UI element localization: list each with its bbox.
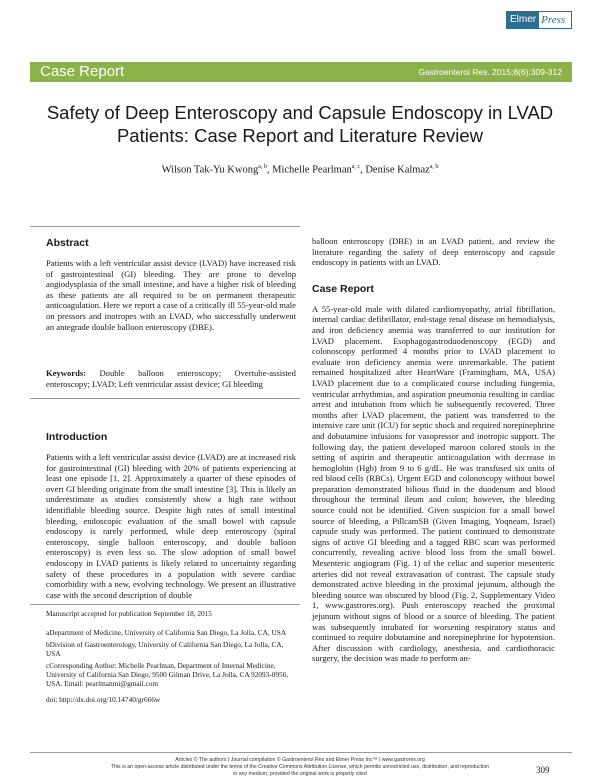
header-band (30, 62, 572, 82)
doi: doi: http://dx.doi.org/10.14740/gr666w (46, 695, 161, 704)
author-2-affil: a, c (351, 164, 361, 170)
introduction-heading: Introduction (46, 431, 108, 443)
footer-line-3: in any medium, provided the original work is properly cited (233, 771, 367, 776)
journal-citation: Gastroenterol Res. 2015;8(6):309-312 (418, 67, 562, 77)
case-report-text: A 55-year-old male with dilated cardiomyopathy, atrial fibrillation, internal cardiac defibrillator, end-stage renal disease on hemodialysis, and iron deficiency anemia was transferred to our institution for LVAD placement. Esophagogastroduodenoscopy (EGD) and colonoscopy performed 4 months prior to LVAD placement to evaluate iron deficiency anemia were unremarkable. The patient remained hospitalized after HeartWare (Framingham, MA, USA) LVAD placement due to a complicated course including fungemia, ventricular arrhythmias, and aspiration pneumonia resulting in cardiac arrest and intubation from which he subsequently recovered. Three months after LVAD placement, the patient was transferred to the intensive care unit (ICU) for septic shock and required norepinephrine and dobutamine infusions for vasopressor and inotropic support. The following day, the patient developed maroon colored stools in the setting of aspirin and therapeutic anticoagulation with decrease in hemoglobin (Hgb) from 9 to 6 g/dL. He was transfused six units of red blood cells (RBCs). Urgent EGD and colonoscopy without bowel preparation demonstrated bilious fluid in the duodenum and blood throughout the terminal ileum and colon; however, the bleeding source could not be identified. Given suspicion for a small bowel source of bleeding, a PillcamSB (Given Imaging, Yoqneam, Israel) capsule study was performed. The patient continued to demonstrate signs of active GI bleeding and a tagged RBC scan was performed concurrently, revealing active blood loss from the small bowel. Mesenteric angiogram (Fig. 1) of the celiac and superior mesenteric arteries did not reveal extravasation of contrast. The capsule study demonstrated active bleeding in the proximal jejunum, although the bleeding source was obscured by blood (Fig. 2, Supplementary Video 1, www.gastrores.org). Push enteroscopy reached the proximal jejunum without signs of blood or a source of bleeding. The patient was subsequently intubated for worsening respiratory status and continued to require dobutamine and norepinephrine for hypotension. After discussion with cardiology, anesthesia, and cardiothoracic surgery, the decision was made to perform an- (312, 303, 555, 664)
accepted-note: Manuscript accepted for publication September 18, 2015 (46, 609, 212, 618)
logo-part-2: Press (541, 14, 566, 26)
abstract-heading: Abstract (46, 237, 89, 249)
case-report-heading: Case Report (312, 282, 374, 295)
notes-rule (30, 604, 300, 605)
author-3-affil: a, b (429, 164, 439, 170)
author-1: Wilson Tak-Yu Kwong (161, 164, 259, 176)
corresponding-author: cCorresponding Author: Michelle Pearlman, Department of Internal Medicine, University of California San Diego, 9500 Gilman Drive, La Jolla, CA 92093-0956, USA. Email: pearlmanmi@gmail.com (46, 661, 289, 688)
introduction-text: Patients with a left ventricular assist device (LVAD) are at increased risk for gastrointestinal (GI) bleeding with 20% of patients experiencing at least one episode [1, 2]. Approximately a quarter of these episodes of overt GI bleeding originate from the small intestine [3]. This is likely an underestimate as studies consistently show a high rate without identifiable bleeding source. Despite high rates of small intestinal bleeding, endoscopic evaluation of the small bowel with capsule endoscopy is rarely performed, while deep enteroscopy (spiral enteroscopy, single balloon enteroscopy, and double balloon enteroscopy) is even less so. The slow adoption of small bowel endoscopy in LVAD patients is likely related to uncertainty regarding safety of these procedures in a population with severe cardiac comorbidity with a new, evolving technology. We present an illustrative case with the second description of double (46, 452, 296, 600)
intro-continued-text: balloon enteroscopy (DBE) in an LVAD patient, and review the literature regarding the safety of deep enteroscopy and capsule endoscopy in patients with an LVAD. (312, 236, 555, 268)
right-column (312, 236, 555, 670)
page-number: 309 (536, 765, 550, 775)
keywords (46, 368, 296, 389)
abstract-section (46, 236, 296, 338)
introduction-section (46, 430, 296, 606)
logo-part-1: Elmer (507, 12, 539, 28)
footer-line-2: This is an open-access article distributed under the terms of the Creative Commons Attribution License, which permits unrestricted use, distribution, and reproduction (110, 764, 490, 770)
author-3: Denise Kalmaz (365, 164, 430, 176)
keywords-label: Keywords: (46, 368, 87, 378)
keywords-text: Double balloon enteroscopy; Overtube-assisted enteroscopy; LVAD; Left ventricular assist device; GI bleeding (46, 368, 296, 389)
footer-line-1: Articles © The authors | Journal compilation © Gastroenterol Res and Elmer Press Inc™ | www.gastrores.org (175, 757, 425, 763)
author-list: Wilson Tak-Yu Kwong$^{a, b}$, Michelle Pearlman$^{a, c}$, Denise Kalmaz$^{a, b}$ (161, 164, 439, 176)
article-notes (46, 609, 296, 710)
affiliation-b: bDivision of Gastroenterology, University of California San Diego, La Jolla, CA, USA (46, 640, 284, 658)
author-2: Michelle Pearlman (272, 164, 352, 176)
publisher-logo (506, 11, 572, 29)
page-footer (60, 757, 540, 776)
footer-rule (30, 752, 572, 753)
affiliation-a: aDepartment of Medicine, University of California San Diego, La Jolla, CA, USA (46, 628, 287, 637)
abstract-text: Patients with a left ventricular assist device (LVAD) have increased risk of gastrointestinal (GI) bleeding. They are prone to develop angiodysplasia of the small intestine, and have a higher risk of bleeding as these patients are all required to be on permanent therapeutic anticoagulation. Here we report a case of a critically ill 55-year-old male on pressors and inotropes with an LVAD, who successfully underwent an antegrade double balloon enteroscopy (DBE). (46, 258, 296, 332)
article-type-label: Case Report (40, 63, 125, 80)
author-1-affil: a, b (258, 164, 267, 170)
article-title: Safety of Deep Enteroscopy and Capsule Endoscopy in LVAD Patients: Case Report and Literature Review (46, 102, 554, 146)
abstract-bottom-rule (30, 398, 300, 399)
